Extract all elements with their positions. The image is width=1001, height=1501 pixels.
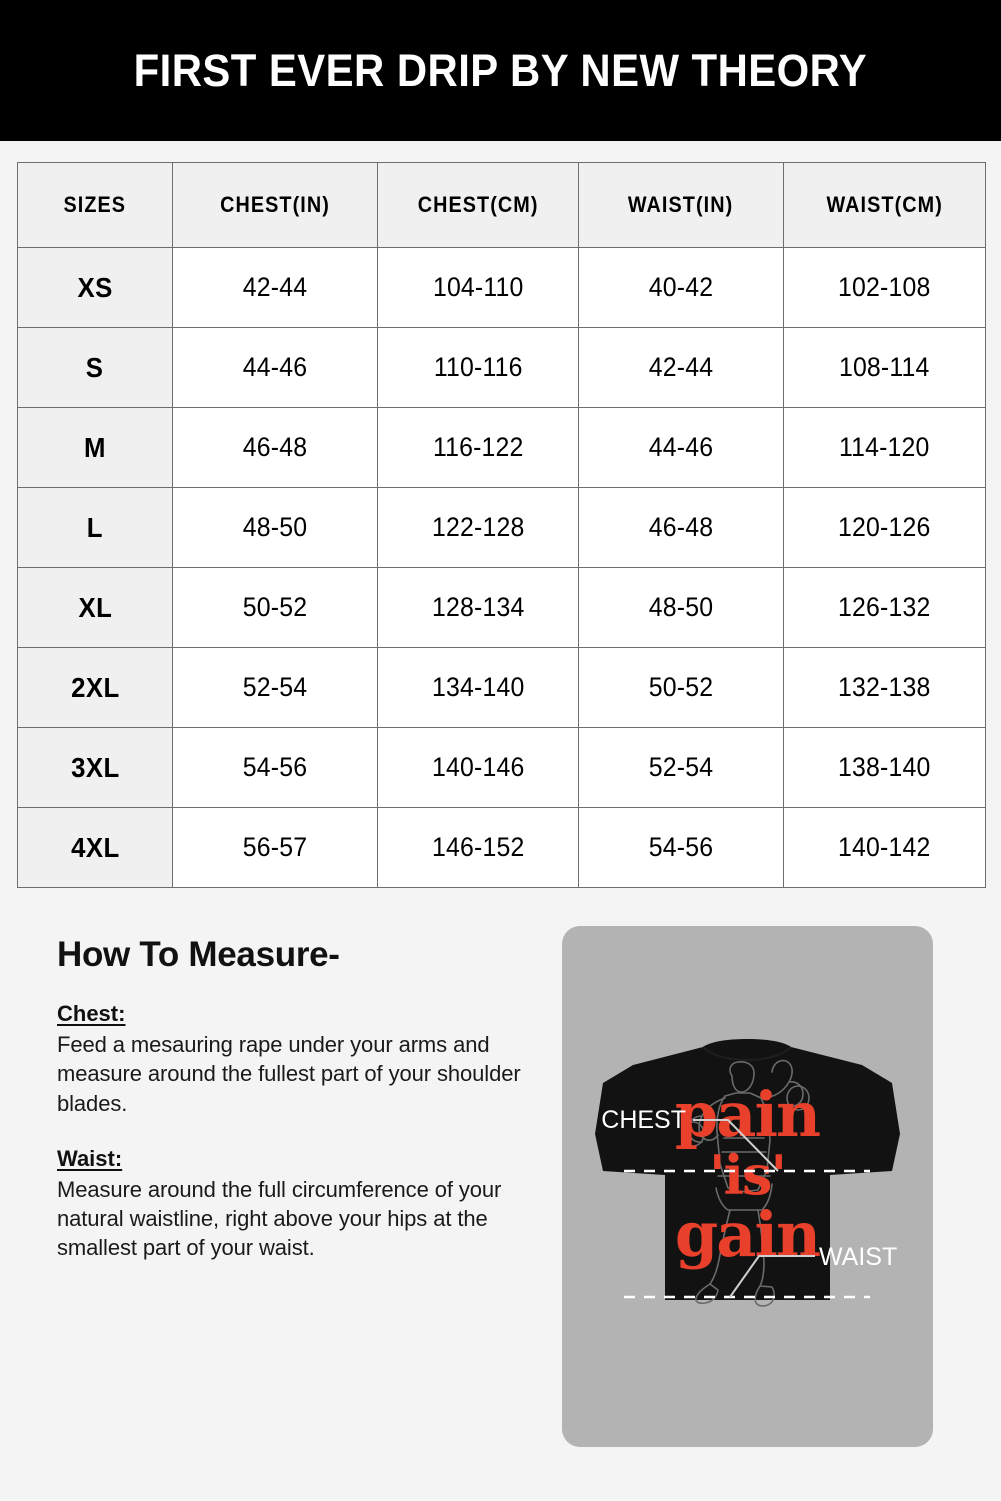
cell-chest-cm [378,408,579,488]
cell-size [18,408,173,488]
cell-waist-in [579,648,784,728]
cell-waist-cm-value: 102-108 [838,272,931,302]
cell-waist-cm-value: 114-120 [839,432,930,462]
cell-waist-in-value: 46-48 [648,512,714,542]
column-header-chest-in-label: CHEST(IN) [220,192,330,217]
cell-waist-in-value: 48-50 [648,592,714,622]
table-body [18,248,986,888]
cell-chest-cm [378,248,579,328]
cell-chest-cm [378,728,579,808]
cell-waist-cm [784,328,986,408]
cell-waist-in [579,488,784,568]
cell-chest-cm [378,808,579,888]
cell-chest-cm-value: 104-110 [432,272,524,302]
tshirt-measurement-diagram [562,926,933,1447]
cell-size-value: XS [77,271,113,303]
cell-chest-in [173,808,378,888]
cell-chest-in-value: 46-48 [242,432,308,462]
cell-waist-in-value: 42-44 [648,352,714,382]
cell-chest-in [173,248,378,328]
cell-chest-cm-value: 122-128 [431,512,525,542]
cell-size-value: L [86,511,104,543]
cell-chest-cm-value: 140-146 [431,752,525,782]
cell-chest-in [173,488,378,568]
cell-chest-cm [378,568,579,648]
column-header-sizes-label: SIZES [63,192,127,217]
column-header-chest-cm-label: CHEST(CM) [417,192,539,217]
cell-chest-cm [378,648,579,728]
chest-callout-label: CHEST [601,1106,686,1134]
waist-callout-label: WAIST [819,1243,898,1271]
table-row [18,488,986,568]
cell-chest-in-value: 56-57 [242,832,308,862]
chest-instruction-block [57,1001,537,1118]
cell-chest-in-value: 48-50 [242,512,308,542]
table-header-row [18,163,986,248]
cell-waist-in [579,408,784,488]
size-chart-table [17,162,986,888]
cell-size-value: 4XL [70,831,120,863]
cell-waist-cm [784,408,986,488]
cell-waist-in-value: 54-56 [648,832,714,862]
cell-chest-in-value: 54-56 [242,752,308,782]
table-row [18,648,986,728]
column-header-waist-cm-label: WAIST(CM) [826,192,943,217]
cell-chest-in [173,328,378,408]
cell-size-value: M [84,431,106,463]
cell-chest-in-value: 52-54 [242,672,308,702]
column-header-sizes [18,163,173,248]
waist-instruction-label: Waist: [57,1145,123,1171]
chest-instruction-label: Chest: [57,1001,126,1026]
cell-waist-cm [784,648,986,728]
cell-waist-cm [784,248,986,328]
cell-size [18,248,173,328]
cell-chest-cm-value: 128-134 [431,592,525,622]
cell-waist-cm-value: 108-114 [839,352,930,382]
header-banner [0,0,1001,141]
cell-waist-in [579,568,784,648]
graphic-text-pain: pain [674,1078,820,1151]
cell-waist-in-value: 44-46 [648,432,714,462]
cell-waist-cm [784,728,986,808]
cell-chest-in [173,728,378,808]
how-to-measure-heading: How To Measure- [57,935,340,974]
cell-waist-cm [784,808,986,888]
column-header-waist-in [579,163,784,248]
cell-waist-in-value: 40-42 [648,272,714,302]
table-header [18,163,986,248]
cell-chest-in [173,568,378,648]
cell-waist-cm-value: 140-142 [838,832,931,862]
cell-size [18,328,173,408]
cell-chest-cm [378,488,579,568]
how-to-measure-section [57,935,537,1291]
cell-waist-in [579,248,784,328]
cell-chest-in [173,648,378,728]
cell-size [18,728,173,808]
graphic-text-is: 'is' [709,1143,785,1207]
cell-chest-cm-value: 146-152 [431,832,525,862]
cell-chest-cm-value: 134-140 [431,672,525,702]
cell-waist-cm-value: 120-126 [838,512,931,542]
chest-instruction-text: Feed a mesauring rape under your arms and measure around the fullest part of your shoulder blades. [57,1032,521,1116]
cell-chest-in-value: 44-46 [242,352,308,382]
cell-waist-in [579,728,784,808]
cell-size-value: 2XL [70,671,120,703]
cell-waist-in [579,808,784,888]
cell-waist-cm-value: 138-140 [838,752,931,782]
table-row [18,568,986,648]
cell-chest-cm [378,328,579,408]
table-row [18,808,986,888]
cell-size [18,808,173,888]
cell-waist-cm-value: 132-138 [838,672,931,702]
shirt-illustration-panel [562,926,933,1447]
cell-waist-in-value: 52-54 [648,752,714,782]
cell-chest-cm-value: 116-122 [432,432,524,462]
cell-size-value: 3XL [70,751,120,783]
table-row [18,248,986,328]
cell-size [18,648,173,728]
cell-waist-cm-value: 126-132 [838,592,931,622]
size-chart-table-container [17,162,985,888]
cell-waist-cm [784,488,986,568]
table-row [18,728,986,808]
table-row [18,328,986,408]
graphic-text-gain: gain [674,1198,820,1271]
cell-chest-in-value: 42-44 [242,272,308,302]
cell-size-value: XL [78,591,112,623]
cell-waist-in-value: 50-52 [648,672,714,702]
cell-size [18,568,173,648]
column-header-waist-cm [784,163,986,248]
page-title: FIRST EVER DRIP BY NEW THEORY [133,44,868,96]
waist-instruction-text: Measure around the full circumference of your natural waistline, right above your hips at the smallest part of your waist. [57,1176,502,1261]
cell-size [18,488,173,568]
column-header-chest-in [173,163,378,248]
column-header-chest-cm [378,163,579,248]
column-header-waist-in-label: WAIST(IN) [628,192,734,217]
table-row [18,408,986,488]
cell-chest-in [173,408,378,488]
cell-chest-in-value: 50-52 [242,592,308,622]
cell-waist-in [579,328,784,408]
cell-chest-cm-value: 110-116 [433,352,523,382]
cell-waist-cm [784,568,986,648]
cell-size-value: S [86,351,104,383]
waist-instruction-block [57,1146,537,1263]
